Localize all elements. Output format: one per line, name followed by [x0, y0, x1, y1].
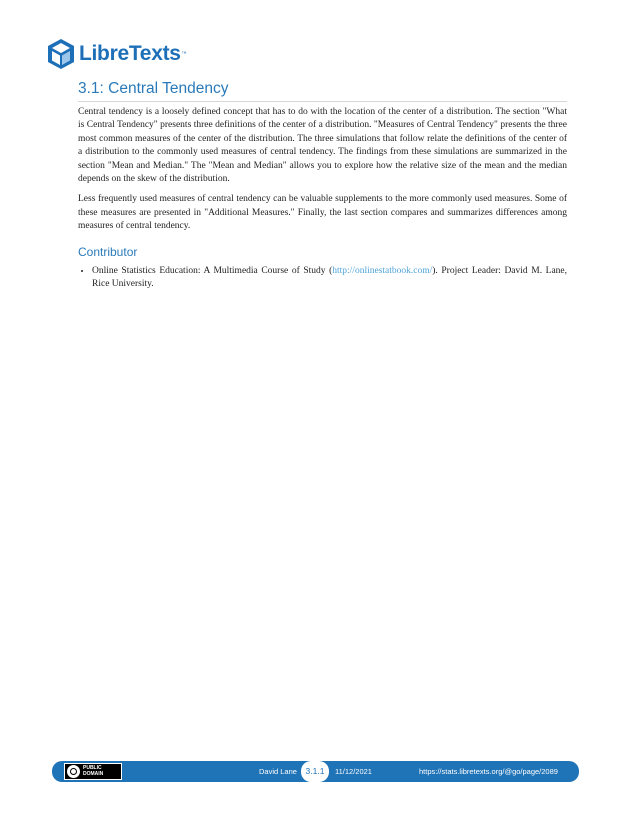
footer-date: 11/12/2021: [335, 767, 372, 776]
footer-url[interactable]: https://stats.libretexts.org/@go/page/2089: [419, 767, 558, 776]
paragraph-2: Less frequently used measures of central tendency can be valuable supplements to the more commonly used measures. Some of these measures are presented in "Additional Measures." Finally, the last section compares and summarizes differences among measures of central tendency.: [78, 194, 567, 232]
license-line-1: PUBLIC: [83, 765, 102, 771]
footer-page-number: 3.1.1: [301, 761, 329, 782]
public-domain-icon: [67, 765, 80, 778]
libretexts-logo[interactable]: [46, 38, 187, 70]
list-item: [92, 265, 567, 292]
logo-wordmark: LibreTexts: [79, 42, 181, 65]
footer-author: David Lane: [259, 767, 297, 776]
page-title: 3.1: Central Tendency: [78, 80, 567, 102]
page-footer: [52, 761, 579, 782]
contributor-suffix: ). Project Leader: David M. Lane, Rice University.: [92, 265, 568, 290]
logo-trademark: ™: [181, 51, 187, 57]
libretexts-cube-icon: [46, 38, 76, 70]
license-line-2: DOMAIN: [83, 770, 104, 777]
contributor-list: [78, 265, 567, 292]
license-label: [83, 766, 103, 777]
onlinestatbook-link[interactable]: http://onlinestatbook.com/: [332, 265, 433, 276]
page-content: [78, 80, 567, 291]
contributor-prefix: Online Statistics Education: A Multimedia Course of Study (: [92, 265, 333, 276]
contributor-heading: Contributor: [78, 244, 138, 259]
public-domain-badge[interactable]: [64, 763, 122, 780]
paragraph-1: Central tendency is a loosely defined concept that has to do with the location of the center of a distribution. The section "What is Central Tendency" presents three definitions of the center of a distribution. "Measures of Central Tendency" presents the three most common measures of the center of the distribution. The three simulations that follow relate the definitions of the center of a distribution to the commonly used measures of central tendency. The findings from these simulations are summarized in the section "Mean and Median." The "Mean and Median" allows you to explore how the relative size of the mean and the median depends on the skew of the distribution.: [78, 107, 567, 185]
